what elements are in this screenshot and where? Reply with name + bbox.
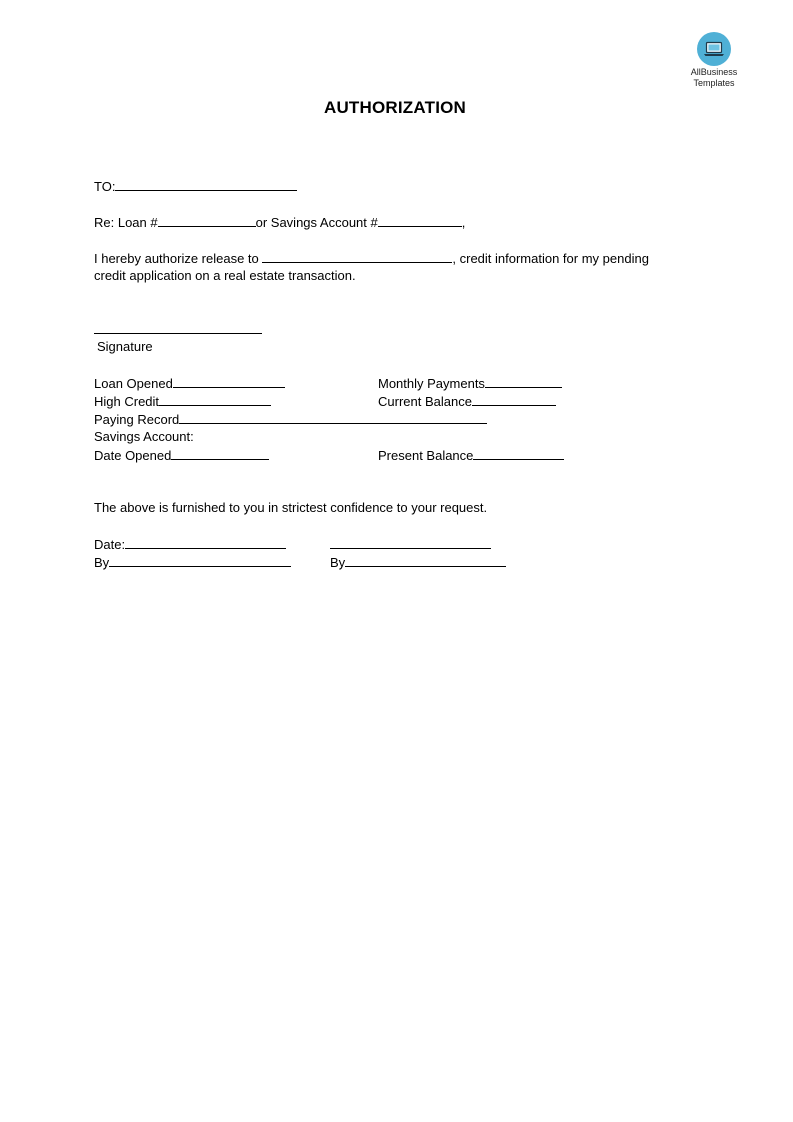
allbusiness-logo xyxy=(684,32,744,88)
high-credit-row xyxy=(94,392,271,411)
paying-record-row xyxy=(94,410,487,429)
signature-line[interactable] xyxy=(94,320,262,334)
current-balance-label: Current Balance xyxy=(378,394,472,409)
date-opened-line[interactable] xyxy=(171,446,269,460)
re-row xyxy=(94,213,465,232)
high-credit-line[interactable] xyxy=(159,392,271,406)
body-line-1 xyxy=(94,249,649,268)
savings-account-number-line[interactable] xyxy=(378,213,462,227)
present-balance-line[interactable] xyxy=(473,446,564,460)
monthly-payments-label: Monthly Payments xyxy=(378,376,485,391)
logo-text-line1: AllBusiness xyxy=(690,67,738,77)
monthly-payments-row xyxy=(378,374,562,393)
loan-opened-line[interactable] xyxy=(173,374,285,388)
to-blank-line[interactable] xyxy=(115,177,297,191)
signature-label: Signature xyxy=(97,339,153,354)
by-row-right xyxy=(330,553,506,572)
high-credit-label: High Credit xyxy=(94,394,160,409)
current-balance-row xyxy=(378,392,556,411)
body-line1-end: , credit information for my pending xyxy=(452,251,649,266)
date-opened-label: Date Opened xyxy=(94,448,172,463)
by-row-left xyxy=(94,553,291,572)
laptop-icon xyxy=(697,32,731,66)
re-suffix: , xyxy=(461,215,466,230)
loan-number-line[interactable] xyxy=(158,213,256,227)
right-top-row xyxy=(330,535,491,554)
body-line-2: credit application on a real estate transaction. xyxy=(94,268,356,283)
date-opened-row xyxy=(94,446,269,465)
by-label-right: By xyxy=(330,555,346,570)
date-row xyxy=(94,535,286,554)
loan-opened-label: Loan Opened xyxy=(94,376,173,391)
logo-text-line2: Templates xyxy=(693,78,735,88)
date-label: Date: xyxy=(94,537,126,552)
current-balance-line[interactable] xyxy=(472,392,556,406)
to-label: TO: xyxy=(94,179,116,194)
re-prefix: Re: Loan # xyxy=(94,215,158,230)
present-balance-row xyxy=(378,446,564,465)
right-top-line[interactable] xyxy=(330,535,491,549)
body-line1-start: I hereby authorize release to xyxy=(94,251,263,266)
document-title: AUTHORIZATION xyxy=(323,98,467,117)
release-to-line[interactable] xyxy=(262,249,452,263)
confidence-statement: The above is furnished to you in strictest confidence to your request. xyxy=(94,500,488,515)
signature-row xyxy=(94,320,262,339)
by-line-right[interactable] xyxy=(345,553,506,567)
to-row xyxy=(94,177,297,196)
date-line[interactable] xyxy=(125,535,286,549)
by-line-left[interactable] xyxy=(109,553,291,567)
present-balance-label: Present Balance xyxy=(378,448,474,463)
re-middle: or Savings Account # xyxy=(255,215,378,230)
paying-record-label: Paying Record xyxy=(94,412,180,427)
by-label-left: By xyxy=(94,555,110,570)
paying-record-line[interactable] xyxy=(179,410,487,424)
loan-opened-row xyxy=(94,374,285,393)
monthly-payments-line[interactable] xyxy=(485,374,562,388)
savings-account-label: Savings Account: xyxy=(94,429,194,444)
